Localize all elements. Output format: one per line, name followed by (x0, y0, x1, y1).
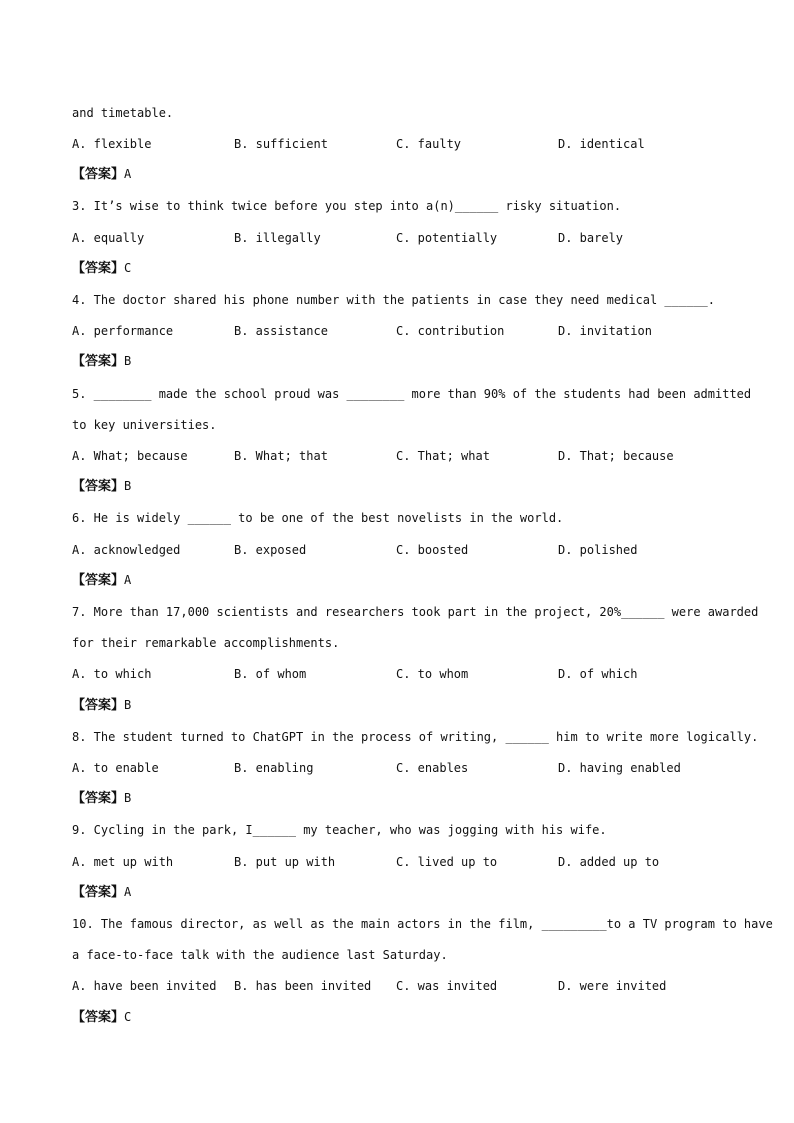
option-a: A. to which (72, 667, 152, 681)
answer-tag: 【答案】 (72, 167, 125, 182)
option-b: B. assistance (234, 324, 328, 338)
answer-tag: 【答案】 (72, 573, 125, 588)
question-6-answer (72, 572, 131, 588)
question-8-stem: 8. The student turned to ChatGPT in the process of writing, ______ him to write more logically. (72, 730, 759, 744)
question-5-answer (72, 478, 131, 494)
option-a: A. have been invited (72, 979, 217, 993)
option-a: A. flexible (72, 137, 152, 151)
answer-letter: B (124, 791, 132, 805)
question-3-options (72, 230, 732, 246)
question-7-stem-line-2: for their remarkable accomplishments. (72, 636, 340, 650)
option-d: D. added up to (558, 855, 660, 869)
answer-letter: B (124, 354, 132, 368)
option-d: D. That; because (558, 449, 674, 463)
question-10-stem-line-1: 10. The famous director, as well as the main actors in the film, _________to a TV program to have (72, 917, 773, 931)
question-2-options (72, 136, 732, 152)
option-b: B. exposed (234, 543, 307, 557)
question-6-stem: 6. He is widely ______ to be one of the best novelists in the world. (72, 511, 564, 525)
question-7-options (72, 666, 732, 682)
question-6-options (72, 542, 732, 558)
option-b: B. enabling (234, 761, 314, 775)
question-7-answer (72, 697, 131, 713)
answer-tag: 【答案】 (72, 261, 125, 276)
option-c: C. enables (396, 761, 469, 775)
option-c: C. lived up to (396, 855, 498, 869)
question-9-answer (72, 884, 131, 900)
option-b: B. put up with (234, 855, 336, 869)
question-5-stem-line-1: 5. ________ made the school proud was ________ more than 90% of the students had been admitted (72, 387, 752, 401)
option-c: C. contribution (396, 324, 505, 338)
option-c: C. was invited (396, 979, 498, 993)
option-d: D. were invited (558, 979, 667, 993)
question-4-stem: 4. The doctor shared his phone number with the patients in case they need medical ______. (72, 293, 715, 307)
answer-letter: C (124, 1010, 132, 1024)
option-d: D. identical (558, 137, 645, 151)
option-d: D. invitation (558, 324, 652, 338)
question-3-stem: 3. It’s wise to think twice before you step into a(n)______ risky situation. (72, 199, 622, 213)
option-c: C. faulty (396, 137, 462, 151)
option-a: A. acknowledged (72, 543, 181, 557)
question-4-options (72, 323, 732, 339)
answer-letter: B (124, 698, 132, 712)
question-7-stem-line-1: 7. More than 17,000 scientists and researchers took part in the project, 20%______ were awarded (72, 605, 759, 619)
option-a: A. equally (72, 231, 145, 245)
question-8-options (72, 760, 732, 776)
option-d: D. of which (558, 667, 638, 681)
answer-letter: C (124, 261, 132, 275)
option-a: A. met up with (72, 855, 174, 869)
answer-letter: A (124, 573, 132, 587)
answer-tag: 【答案】 (72, 791, 125, 806)
option-d: D. barely (558, 231, 624, 245)
question-2-answer (72, 166, 131, 182)
answer-tag: 【答案】 (72, 698, 125, 713)
answer-tag: 【答案】 (72, 1010, 125, 1025)
option-d: D. having enabled (558, 761, 681, 775)
question-5-options (72, 448, 732, 464)
answer-letter: B (124, 479, 132, 493)
question-8-answer (72, 790, 131, 806)
question-10-stem-line-2: a face-to-face talk with the audience last Saturday. (72, 948, 448, 962)
answer-tag: 【答案】 (72, 354, 125, 369)
option-c: C. to whom (396, 667, 469, 681)
answer-tag: 【答案】 (72, 479, 125, 494)
option-b: B. has been invited (234, 979, 372, 993)
option-a: A. What; because (72, 449, 188, 463)
question-4-answer (72, 353, 131, 369)
option-b: B. of whom (234, 667, 307, 681)
question-10-answer (72, 1009, 131, 1025)
question-3-answer (72, 260, 131, 276)
question-5-stem-line-2: to key universities. (72, 418, 217, 432)
option-b: B. illegally (234, 231, 321, 245)
question-10-options (72, 978, 732, 994)
option-b: B. sufficient (234, 137, 328, 151)
question-2-stem-tail: and timetable. (72, 106, 174, 120)
option-c: C. That; what (396, 449, 490, 463)
answer-tag: 【答案】 (72, 885, 125, 900)
answer-letter: A (124, 885, 132, 899)
option-c: C. boosted (396, 543, 469, 557)
question-9-stem: 9. Cycling in the park, I______ my teacher, who was jogging with his wife. (72, 823, 607, 837)
option-a: A. to enable (72, 761, 159, 775)
option-c: C. potentially (396, 231, 498, 245)
option-b: B. What; that (234, 449, 328, 463)
answer-letter: A (124, 167, 132, 181)
question-9-options (72, 854, 732, 870)
option-a: A. performance (72, 324, 174, 338)
option-d: D. polished (558, 543, 638, 557)
